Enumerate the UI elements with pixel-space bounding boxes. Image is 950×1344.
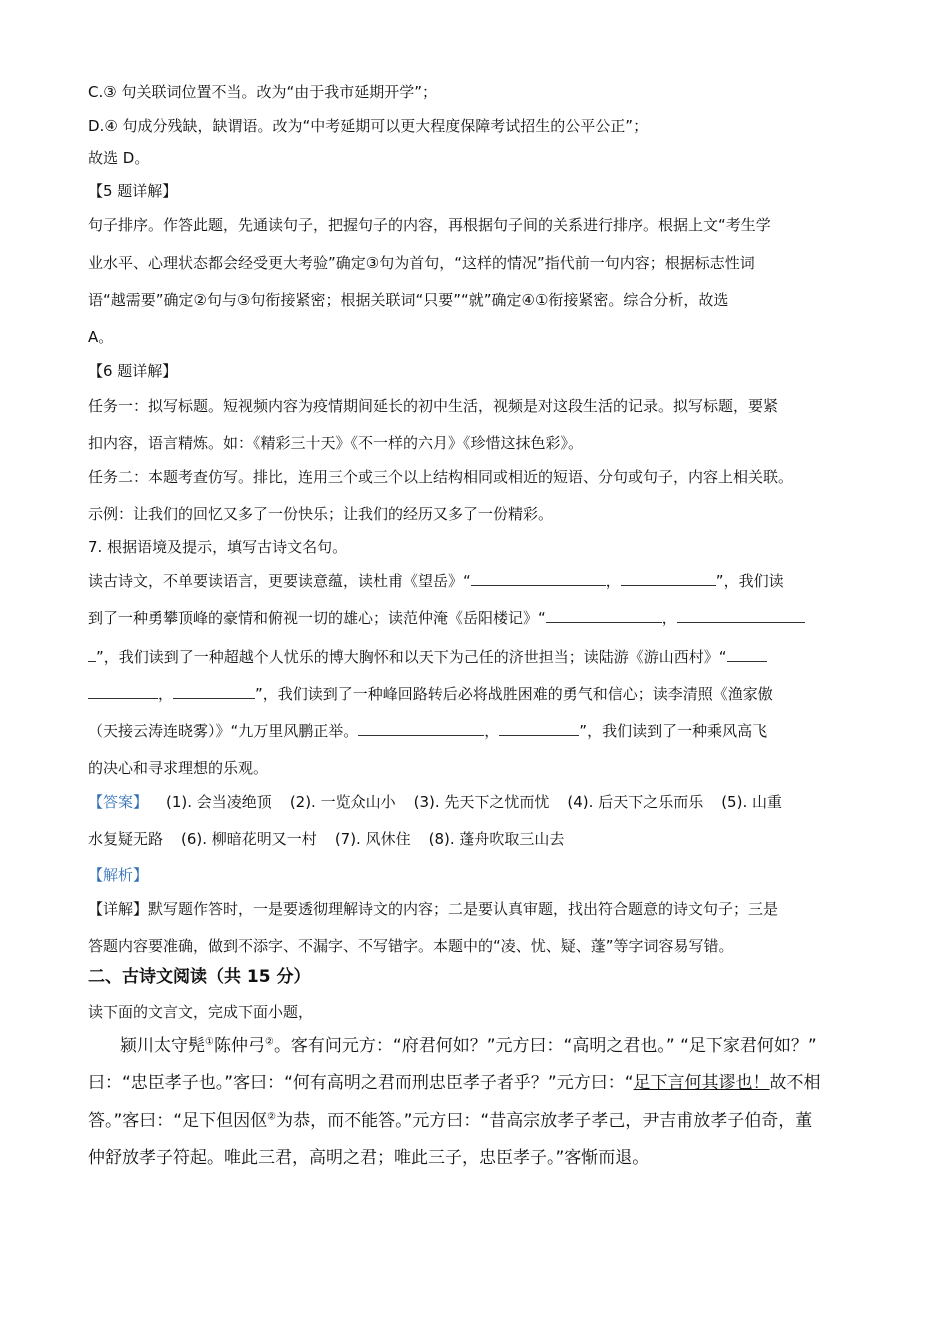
option-c-line: C.③ 句关联词位置不当。改为“由于我市延期开学”； xyxy=(88,83,438,101)
q7-text: ， xyxy=(605,572,621,590)
answer-line xyxy=(88,829,564,849)
q7-text: ”，我们读 xyxy=(715,572,784,590)
classical-text-line xyxy=(120,1036,817,1056)
q7-text: ”，我们读到了一种乘风高飞 xyxy=(579,722,768,740)
underlined-sentence: 足下言何其谬也！ xyxy=(633,1073,770,1093)
q7-text: ”，我们读到了一种峰回路转后必将战胜困难的勇气和信心；读李清照《渔家傲 xyxy=(255,685,773,703)
detail-line xyxy=(88,899,778,919)
answer-q4-line: 故选 D。 xyxy=(88,149,150,167)
answer-item: (2). 一览众山小 xyxy=(289,793,396,811)
q7-line xyxy=(88,608,805,628)
answer-label: 【答案】 xyxy=(88,793,149,811)
q7-text: （天接云涛连晓雾）》“九万里风鹏正举。 xyxy=(88,722,359,740)
q6-paragraph-line: 任务二：本题考查仿写。排比，连用三个或三个以上结构相同或相近的短语、分句或句子，内容上相关联。 xyxy=(88,468,794,486)
q5-paragraph-line: 句子排序。作答此题，先通读句子，把握句子的内容，再根据句子间的关系进行排序。根据上文“考生学 xyxy=(88,216,771,234)
prose-text: 颍川太守髡 xyxy=(120,1036,205,1056)
q7-text: ， xyxy=(484,722,500,740)
prose-text: 。客有问元方：“府君何如？”元方曰：“高明之君也。” “足下家君何如？” xyxy=(273,1036,817,1056)
fill-blank-5[interactable] xyxy=(727,647,767,662)
fill-blank-6[interactable] xyxy=(173,684,255,699)
q6-paragraph-line: 示例：让我们的回忆又多了一份快乐；让我们的经历又多了一份精彩。 xyxy=(88,505,554,523)
answer-item: (4). 后天下之乐而乐 xyxy=(567,793,704,811)
section-2-title: 二、古诗文阅读（共 15 分） xyxy=(88,967,311,987)
classical-text-line: 仲舒放孝子符起。唯此三君，高明之君；唯此三子，忠臣孝子。”客惭而退。 xyxy=(88,1148,650,1168)
option-d-line: D.④ 句成分残缺，缺谓语。改为“中考延期可以更大程度保障考试招生的公平公正”； xyxy=(88,117,649,135)
footnote-mark: ② xyxy=(267,1111,277,1123)
q7-title: 7. 根据语境及提示，填写古诗文名句。 xyxy=(88,538,348,556)
q7-text: ， xyxy=(158,685,174,703)
fill-blank-8[interactable] xyxy=(499,721,579,736)
answer-item: 水复疑无路 xyxy=(88,830,164,848)
q7-line xyxy=(88,684,773,704)
fill-blank-3[interactable] xyxy=(546,608,662,623)
q5-heading: 【5 题详解】 xyxy=(88,182,178,200)
q7-text: ”，我们读到了一种超越个人忧乐的博大胸怀和以天下为己任的济世担当；读陆游《游山西村》“ xyxy=(96,648,727,666)
answer-line xyxy=(88,792,782,812)
fill-blank-4-cont[interactable] xyxy=(88,647,96,662)
q6-paragraph-line: 扣内容，语言精炼。如：《精彩三十天》《不一样的六月》《珍惜这抹色彩》。 xyxy=(88,434,584,452)
prose-text: 陈仲弓 xyxy=(213,1036,265,1056)
analysis-label: 【解析】 xyxy=(88,866,149,884)
q7-line xyxy=(88,571,784,591)
classical-text-line xyxy=(88,1073,821,1093)
q6-heading: 【6 题详解】 xyxy=(88,362,178,380)
detail-text: 默写题作答时，一是要透彻理解诗文的内容；二是要认真审题，找出符合题意的诗文句子；三是 xyxy=(148,900,779,918)
q5-paragraph-line: A。 xyxy=(88,328,114,346)
q7-line: 的决心和寻求理想的乐观。 xyxy=(88,759,269,777)
fill-blank-7[interactable] xyxy=(358,721,484,736)
q5-paragraph-line: 业水平、心理状态都会经受更大考验”确定③句为首句，“这样的情况”指代前一句内容；根据标志性词 xyxy=(88,254,755,272)
q5-paragraph-line: 语“越需要”确定②句与③句衔接紧密；根据关联词“只要”“就”确定④①衔接紧密。综合分析，故选 xyxy=(88,291,729,309)
prose-text: 答。”客曰：“足下但因伛 xyxy=(88,1111,268,1131)
answer-item: (7). 风休住 xyxy=(334,830,411,848)
answer-item: (5). 山重 xyxy=(721,793,782,811)
q7-line xyxy=(88,721,767,741)
prose-text: 曰：“忠臣孝子也。”客曰：“何有高明之君而刑忠臣孝子者乎？”元方曰：“ xyxy=(88,1073,634,1093)
answer-item: (3). 先天下之忧而忧 xyxy=(413,793,550,811)
q7-text: ， xyxy=(661,609,677,627)
q6-paragraph-line: 任务一：拟写标题。短视频内容为疫情期间延长的初中生活，视频是对这段生活的记录。拟写标题，要紧 xyxy=(88,397,779,415)
detail-line: 答题内容要准确，做到不添字、不漏字、不写错字。本题中的“凌、忧、疑、蓬”等字词容易写错。 xyxy=(88,937,734,955)
prose-text: 为恭，而不能答。”元方曰：“昔高宗放孝子孝己，尹吉甫放孝子伯奇，董 xyxy=(276,1111,813,1131)
q7-line xyxy=(88,647,767,667)
q7-text: 读古诗文，不单要读语言，更要读意蕴，读杜甫《望岳》“ xyxy=(88,572,471,590)
prose-text: 故不相 xyxy=(769,1073,821,1093)
footnote-mark: ② xyxy=(264,1036,274,1048)
footnote-mark: ① xyxy=(205,1036,214,1048)
fill-blank-2[interactable] xyxy=(621,571,716,586)
answer-item: (1). 会当凌绝顶 xyxy=(166,793,272,811)
answer-item: (6). 柳暗花明又一村 xyxy=(181,830,317,848)
fill-blank-4[interactable] xyxy=(677,608,805,623)
detail-label: 【详解】 xyxy=(88,900,149,918)
classical-text-line xyxy=(88,1111,812,1131)
fill-blank-5-cont[interactable] xyxy=(88,684,158,699)
q7-text: 到了一种勇攀顶峰的豪情和俯视一切的雄心；读范仲淹《岳阳楼记》“ xyxy=(88,609,546,627)
section-2-intro: 读下面的文言文，完成下面小题， xyxy=(88,1003,314,1021)
fill-blank-1[interactable] xyxy=(471,571,606,586)
answer-item: (8). 蓬舟吹取三山去 xyxy=(428,830,565,848)
